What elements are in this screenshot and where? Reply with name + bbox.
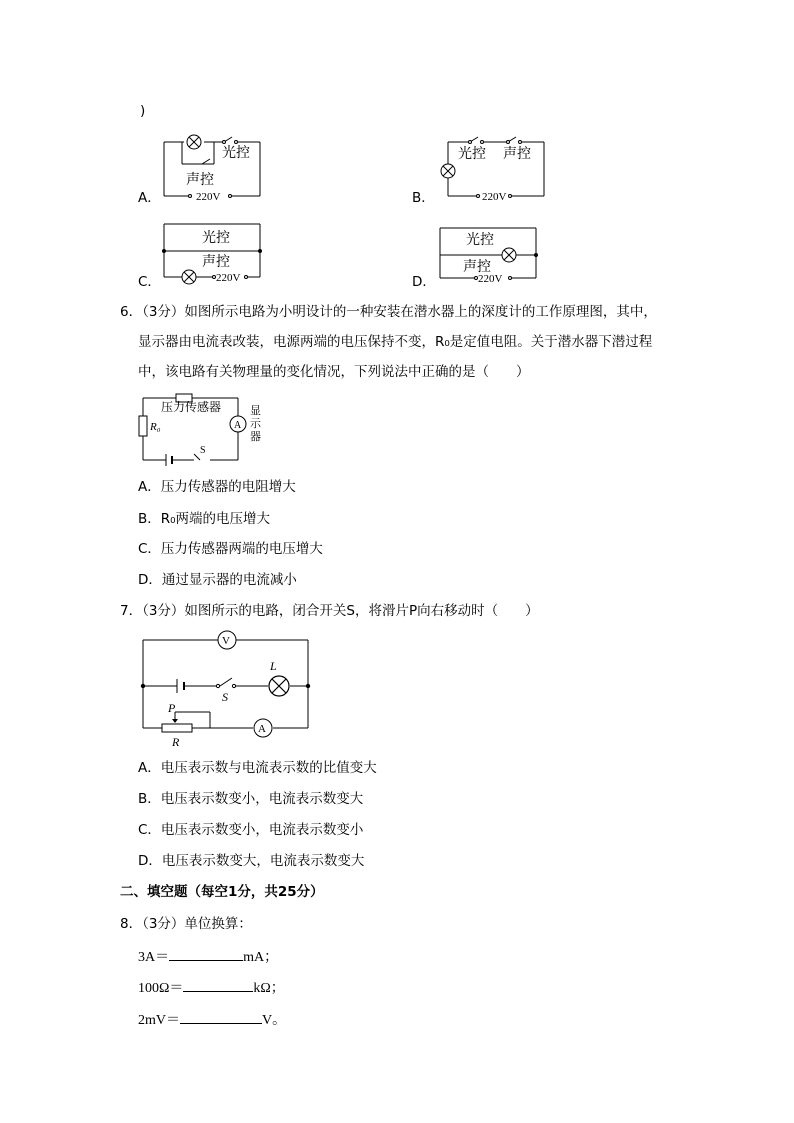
- q6-switch-label: S: [200, 445, 206, 456]
- q8-item-2: [138, 978, 285, 997]
- q7-voltmeter-label: V: [222, 635, 230, 647]
- q5-option-b-circuit: [438, 140, 548, 202]
- q6-display-char-1: 显: [250, 404, 261, 417]
- q8-item-3: [138, 1010, 286, 1029]
- q8-item-2-blank[interactable]: [183, 978, 253, 992]
- q8-item-1-prefix: 3A＝: [138, 950, 170, 965]
- q6-r0-label: R₀: [150, 421, 161, 433]
- q5-a-sound-label: 声控: [186, 172, 214, 188]
- q7-slider-label: P: [168, 701, 176, 715]
- q5-c-sound-label: 声控: [202, 254, 230, 270]
- q6-display-char-2: 示: [250, 417, 261, 430]
- q5-c-voltage-label: 220V: [216, 272, 241, 284]
- q8-item-3-blank[interactable]: [180, 1010, 262, 1024]
- q7-stem: 7．（3分）如图所示的电路，闭合开关S，将滑片P向右移动时（ ）: [120, 603, 539, 619]
- lamp-icon: [441, 164, 455, 178]
- q6-stem-line-2: 显示器由电流表改装，电源两端的电压保持不变，R₀是定值电阻。关于潜水器下潜过程: [138, 334, 653, 350]
- q5-b-light-label: 光控: [458, 146, 486, 162]
- q8-item-1-blank[interactable]: [169, 947, 243, 961]
- q8-item-2-suffix: kΩ；: [253, 981, 285, 996]
- q7-option-b[interactable]: B．电压表示数变小，电流表示数变大: [138, 791, 364, 807]
- lamp-icon: [269, 676, 289, 696]
- q8-item-1-suffix: mA；: [243, 950, 279, 965]
- q6-stem-line-1: 6．（3分）如图所示电路为小明设计的一种安装在潜水器上的深度计的工作原理图，其中，: [120, 304, 657, 320]
- q7-option-d[interactable]: D．电压表示数变大，电流表示数变大: [138, 853, 365, 869]
- lamp-icon: [187, 135, 201, 149]
- q6-display-char-3: 器: [250, 430, 261, 443]
- q7-option-c[interactable]: C．电压表示数变小，电流表示数变小: [138, 822, 364, 838]
- q5-c-light-label: 光控: [202, 230, 230, 246]
- q5-d-voltage-label: 220V: [478, 273, 503, 285]
- q8-item-2-prefix: 100Ω＝: [138, 981, 184, 996]
- q7-lamp-label: L: [270, 659, 277, 673]
- q5-option-d-circuit: [438, 222, 542, 284]
- lamp-icon: [182, 270, 196, 284]
- q5-option-a-circuit: [162, 134, 262, 204]
- q7-ammeter-label: A: [258, 723, 266, 735]
- ammeter-icon: [254, 719, 272, 737]
- q6-option-d[interactable]: D．通过显示器的电流减小: [138, 572, 297, 588]
- q8-item-3-suffix: V。: [262, 1013, 287, 1028]
- q6-option-b[interactable]: B．R₀两端的电压增大: [138, 511, 271, 527]
- q5-a-light-label: 光控: [222, 145, 250, 161]
- q8-stem: 8．（3分）单位换算：: [120, 916, 252, 932]
- lamp-icon: [502, 248, 516, 262]
- q7-option-a[interactable]: A．电压表示数与电流表示数的比值变大: [138, 760, 377, 776]
- q7-switch-label: S: [222, 690, 228, 704]
- q6-option-c[interactable]: C．压力传感器两端的电压增大: [138, 541, 323, 557]
- q5-option-c-letter[interactable]: C．: [138, 274, 161, 290]
- q6-ammeter-label: A: [234, 420, 242, 431]
- ammeter-icon: [230, 416, 246, 432]
- section-2-heading: 二、填空题（每空1分，共25分）: [120, 884, 324, 900]
- q5-d-sound-label: 声控: [463, 259, 491, 275]
- voltmeter-icon: [218, 631, 236, 649]
- q8-item-3-prefix: 2mV＝: [138, 1013, 180, 1028]
- q7-circuit-figure: [140, 630, 320, 749]
- q7-rheostat-label: R: [172, 735, 180, 749]
- q6-sensor-label: 压力传感器: [161, 400, 222, 414]
- q5-b-voltage-label: 220V: [482, 191, 507, 203]
- q5-option-d-letter[interactable]: D．: [412, 274, 436, 290]
- q6-stem-line-3: 中，该电路有关物理量的变化情况，下列说法中正确的是（ ）: [138, 364, 530, 380]
- q5-option-c-circuit: [162, 222, 264, 284]
- q5-option-b-letter[interactable]: B．: [412, 190, 435, 206]
- q5-a-voltage-label: 220V: [196, 191, 221, 203]
- q5-b-sound-label: 声控: [503, 146, 531, 162]
- q5-d-light-label: 光控: [466, 232, 494, 248]
- q6-option-a[interactable]: A．压力传感器的电阻增大: [138, 479, 296, 495]
- q5-option-a-letter[interactable]: A．: [138, 190, 161, 206]
- q6-circuit-figure: [138, 392, 278, 464]
- q5-tail: ): [140, 103, 146, 119]
- q8-item-1: [138, 947, 278, 966]
